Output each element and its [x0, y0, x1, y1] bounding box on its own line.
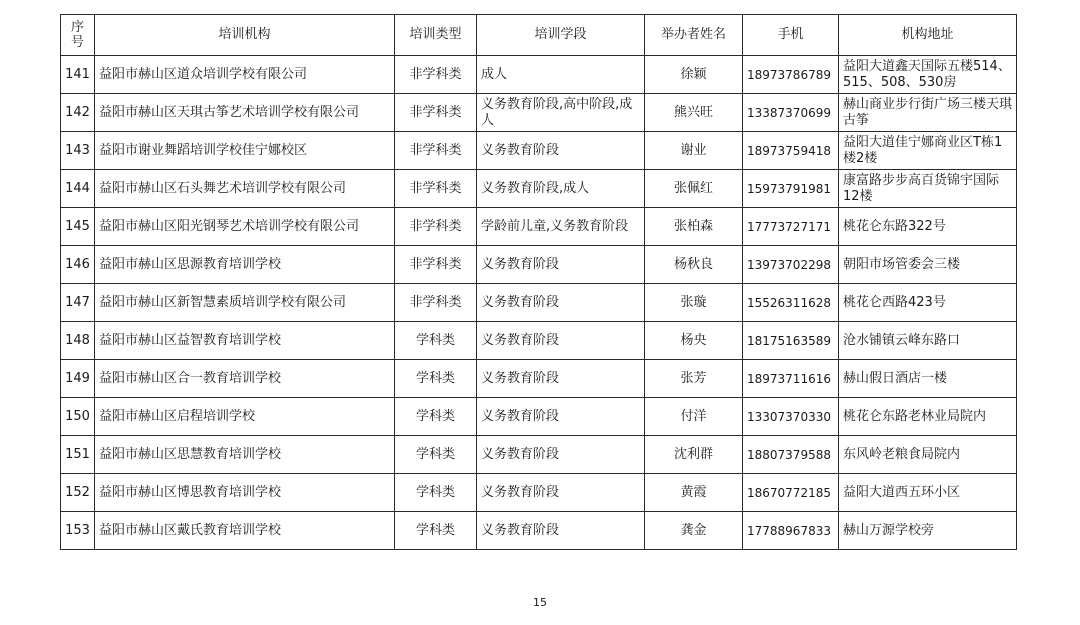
cell-phone: 17788967833	[743, 512, 839, 550]
table-row	[61, 322, 1017, 360]
cell-phone: 18175163589	[743, 322, 839, 360]
cell-training-stage: 学龄前儿童,义务教育阶段	[477, 208, 645, 246]
cell-phone: 18670772185	[743, 474, 839, 512]
cell-index: 151	[61, 436, 95, 474]
page-number: 15	[533, 596, 547, 609]
cell-address: 益阳大道佳宁娜商业区T栋1楼2楼	[839, 132, 1017, 170]
cell-training-type: 学科类	[395, 512, 477, 550]
cell-organization: 益阳市赫山区新智慧素质培训学校有限公司	[95, 284, 395, 322]
cell-organization: 益阳市赫山区戴氏教育培训学校	[95, 512, 395, 550]
cell-training-type: 学科类	[395, 322, 477, 360]
cell-founder-name: 黄霞	[645, 474, 743, 512]
cell-training-type: 非学科类	[395, 284, 477, 322]
cell-organization: 益阳市赫山区思源教育培训学校	[95, 246, 395, 284]
cell-training-stage: 义务教育阶段	[477, 132, 645, 170]
cell-training-type: 非学科类	[395, 94, 477, 132]
cell-training-type: 非学科类	[395, 170, 477, 208]
table-row	[61, 94, 1017, 132]
cell-organization: 益阳市赫山区启程培训学校	[95, 398, 395, 436]
cell-index: 148	[61, 322, 95, 360]
cell-training-stage: 义务教育阶段	[477, 360, 645, 398]
header-address: 机构地址	[839, 15, 1017, 56]
cell-phone: 18973759418	[743, 132, 839, 170]
cell-training-type: 非学科类	[395, 56, 477, 94]
cell-training-type: 非学科类	[395, 208, 477, 246]
cell-index: 149	[61, 360, 95, 398]
cell-organization: 益阳市赫山区益智教育培训学校	[95, 322, 395, 360]
cell-index: 153	[61, 512, 95, 550]
header-training-stage: 培训学段	[477, 15, 645, 56]
cell-founder-name: 杨央	[645, 322, 743, 360]
table-header	[61, 15, 1017, 56]
cell-training-type: 学科类	[395, 360, 477, 398]
cell-founder-name: 徐颖	[645, 56, 743, 94]
cell-address: 桃花仑东路322号	[839, 208, 1017, 246]
cell-phone: 18973786789	[743, 56, 839, 94]
cell-founder-name: 杨秋良	[645, 246, 743, 284]
cell-organization: 益阳市赫山区阳光钢琴艺术培训学校有限公司	[95, 208, 395, 246]
cell-organization: 益阳市赫山区天琪古筝艺术培训学校有限公司	[95, 94, 395, 132]
cell-founder-name: 张璇	[645, 284, 743, 322]
cell-index: 150	[61, 398, 95, 436]
cell-training-type: 非学科类	[395, 132, 477, 170]
cell-phone: 13307370330	[743, 398, 839, 436]
cell-training-stage: 义务教育阶段	[477, 322, 645, 360]
cell-training-type: 非学科类	[395, 246, 477, 284]
cell-founder-name: 付洋	[645, 398, 743, 436]
cell-founder-name: 龚金	[645, 512, 743, 550]
cell-address: 赫山万源学校旁	[839, 512, 1017, 550]
table-row	[61, 284, 1017, 322]
cell-organization: 益阳市赫山区石头舞艺术培训学校有限公司	[95, 170, 395, 208]
cell-index: 146	[61, 246, 95, 284]
cell-training-stage: 义务教育阶段,成人	[477, 170, 645, 208]
table-row	[61, 208, 1017, 246]
cell-training-stage: 义务教育阶段	[477, 474, 645, 512]
cell-training-stage: 义务教育阶段	[477, 246, 645, 284]
cell-founder-name: 沈利群	[645, 436, 743, 474]
cell-address: 益阳大道鑫天国际五楼514、515、508、530房	[839, 56, 1017, 94]
cell-organization: 益阳市赫山区合一教育培训学校	[95, 360, 395, 398]
table-row	[61, 512, 1017, 550]
cell-training-stage: 义务教育阶段	[477, 284, 645, 322]
cell-phone: 15973791981	[743, 170, 839, 208]
cell-training-type: 学科类	[395, 398, 477, 436]
table-row	[61, 398, 1017, 436]
cell-address: 东风岭老粮食局院内	[839, 436, 1017, 474]
cell-address: 赫山假日酒店一楼	[839, 360, 1017, 398]
table-body	[61, 56, 1017, 550]
table-row	[61, 132, 1017, 170]
cell-address: 益阳大道西五环小区	[839, 474, 1017, 512]
cell-index: 142	[61, 94, 95, 132]
cell-training-stage: 义务教育阶段	[477, 512, 645, 550]
cell-address: 康富路步步高百货锦宇国际12楼	[839, 170, 1017, 208]
cell-training-stage: 成人	[477, 56, 645, 94]
cell-training-stage: 义务教育阶段	[477, 436, 645, 474]
cell-phone: 13973702298	[743, 246, 839, 284]
cell-founder-name: 谢业	[645, 132, 743, 170]
cell-organization: 益阳市赫山区思慧教育培训学校	[95, 436, 395, 474]
table-row	[61, 360, 1017, 398]
cell-address: 朝阳市场管委会三楼	[839, 246, 1017, 284]
cell-founder-name: 张柏森	[645, 208, 743, 246]
header-row	[61, 15, 1017, 56]
table-row	[61, 246, 1017, 284]
cell-index: 147	[61, 284, 95, 322]
cell-index: 144	[61, 170, 95, 208]
training-institutions-table	[60, 14, 1017, 550]
table-row	[61, 170, 1017, 208]
cell-founder-name: 张芳	[645, 360, 743, 398]
cell-training-type: 学科类	[395, 436, 477, 474]
cell-founder-name: 张佩红	[645, 170, 743, 208]
table-row	[61, 56, 1017, 94]
cell-phone: 17773727171	[743, 208, 839, 246]
cell-founder-name: 熊兴旺	[645, 94, 743, 132]
cell-organization: 益阳市赫山区道众培训学校有限公司	[95, 56, 395, 94]
cell-address: 桃花仑东路老林业局院内	[839, 398, 1017, 436]
cell-index: 145	[61, 208, 95, 246]
cell-address: 赫山商业步行街广场三楼天琪古筝	[839, 94, 1017, 132]
cell-phone: 15526311628	[743, 284, 839, 322]
cell-training-type: 学科类	[395, 474, 477, 512]
table-row	[61, 436, 1017, 474]
cell-address: 桃花仑西路423号	[839, 284, 1017, 322]
cell-phone: 18973711616	[743, 360, 839, 398]
header-phone: 手机	[743, 15, 839, 56]
cell-training-stage: 义务教育阶段,高中阶段,成人	[477, 94, 645, 132]
cell-phone: 13387370699	[743, 94, 839, 132]
cell-index: 143	[61, 132, 95, 170]
cell-organization: 益阳市谢业舞蹈培训学校佳宁娜校区	[95, 132, 395, 170]
header-index: 序 号	[61, 15, 95, 56]
header-organization: 培训机构	[95, 15, 395, 56]
cell-organization: 益阳市赫山区博思教育培训学校	[95, 474, 395, 512]
cell-phone: 18807379588	[743, 436, 839, 474]
cell-address: 沧水铺镇云峰东路口	[839, 322, 1017, 360]
cell-index: 152	[61, 474, 95, 512]
header-training-type: 培训类型	[395, 15, 477, 56]
cell-training-stage: 义务教育阶段	[477, 398, 645, 436]
cell-index: 141	[61, 56, 95, 94]
table-row	[61, 474, 1017, 512]
header-founder-name: 举办者姓名	[645, 15, 743, 56]
